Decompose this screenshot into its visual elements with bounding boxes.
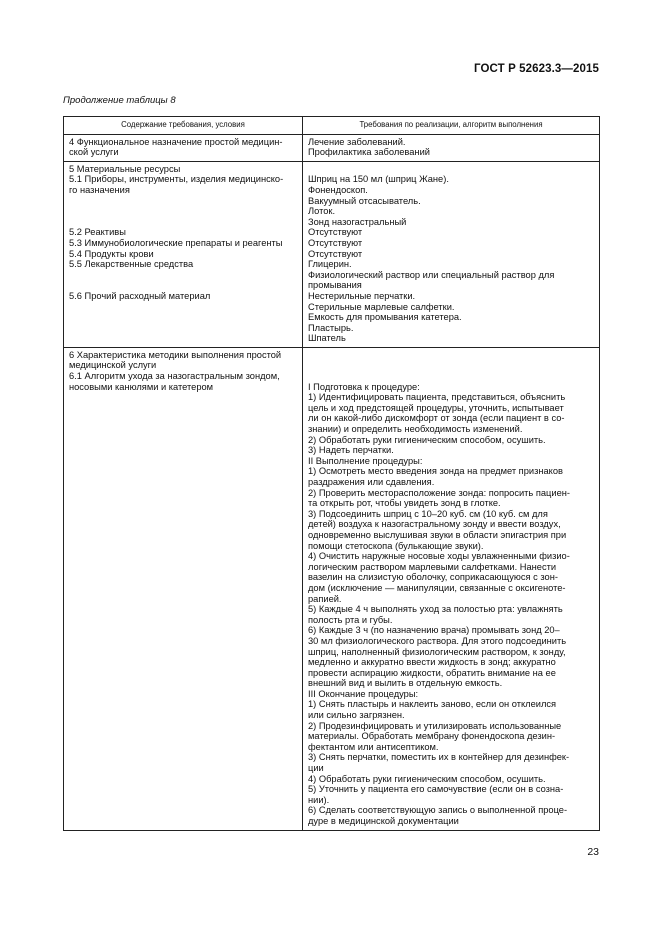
procedure-line: помощи стетоскопа (булькающие звуки). (308, 540, 484, 551)
row-2-implementation-cell (303, 161, 600, 347)
procedure-line: 4) Обработать руки гигиеническим способом, осушить. (308, 773, 546, 784)
cell-line: Отсутствуют (308, 248, 363, 259)
procedure-line: дуре в медицинской документации (308, 816, 459, 826)
procedure-line: 1) Снять пластырь и наклеить заново, если он отклеился (308, 699, 557, 710)
row-3-requirement-cell (64, 347, 303, 830)
procedure-line: 4) Очистить наружные носовые ходы увлажненными физио- (308, 551, 570, 562)
cell-line: Зонд назогастральный (308, 216, 407, 227)
procedure-line: 2) Продезинфицировать и утилизировать использованные (308, 720, 562, 731)
document-code: ГОСТ Р 52623.3—2015 (474, 63, 599, 75)
cell-line: 6.1 Алгоритм ухода за назогастральным зондом, (69, 371, 280, 382)
procedure-line: или сильно загрязнен. (308, 710, 405, 721)
procedure-line: III Окончание процедуры: (308, 688, 419, 699)
procedure-line: ли он какой-либо дискомфорт от зонда (если пациент в со- (308, 413, 565, 424)
procedure-line: 3) Надеть перчатки. (308, 445, 394, 456)
procedure-line: 6) Сделать соответствующую запись о выполненной проце- (308, 805, 568, 816)
procedure-line: 3) Снять перчатки, поместить их в контейнер для дезинфек- (308, 752, 570, 763)
cell-line: 4 Функциональное назначение простой медицин- (69, 136, 283, 147)
cell-line: 5.2 Реактивы (69, 227, 126, 238)
cell-line: 5.6 Прочий расходный материал (69, 290, 211, 301)
procedure-line: шприц, наполненный физиологическим раствором, к зонду, (308, 646, 566, 657)
cell-line: 6 Характеристика методики выполнения простой (69, 349, 282, 360)
row-2-requirement-cell (64, 161, 303, 347)
procedure-line: 1) Осмотреть место введения зонда на предмет признаков (308, 466, 563, 477)
procedure-line: материалы. Обработать мембрану фонендоскопа дезин- (308, 731, 556, 742)
procedure-line: 2) Проверить месторасположение зонда: попросить пациен- (308, 487, 570, 498)
procedure-steps (308, 382, 594, 827)
procedure-line: дом (исключение — манипуляции, связанные с оксигеноте- (308, 582, 566, 593)
procedure-line: II Выполнение процедуры: (308, 455, 423, 466)
procedure-line: 1) Идентифицировать пациента, представиться, объяснить (308, 392, 566, 403)
cell-line: Профилактика заболеваний (308, 147, 430, 158)
column-header-requirement: Содержание требования, условия (64, 117, 303, 135)
cell-line: 5.4 Продукты крови (69, 248, 154, 259)
cell-line: ской услуги (69, 147, 119, 158)
cell-line: Стерильные марлевые салфетки. (308, 301, 455, 312)
procedure-line: та открыть рот, чтобы увидеть зонд в глотке. (308, 498, 501, 509)
procedure-line: 5) Уточнить у пациента его самочувствие (если он в созна- (308, 784, 564, 795)
cell-line: Нестерильные перчатки. (308, 290, 416, 301)
table-caption: Продолжение таблицы 8 (63, 95, 176, 106)
cell-line: 5.5 Лекарственные средства (69, 259, 194, 270)
procedure-line: 5) Каждые 4 ч выполнять уход за полостью рта: увлажнять (308, 604, 563, 615)
cell-line: Емкость для промывания катетера. (308, 312, 462, 323)
procedure-line: логическим раствором марлевыми салфетками. Нанести (308, 561, 557, 572)
procedure-line: внешний вид и вылить в отдельную емкость. (308, 678, 503, 689)
table-row (64, 134, 600, 161)
procedure-line: знании) и определить необходимость изменений. (308, 424, 523, 435)
cell-line: Лечение заболеваний. (308, 136, 406, 147)
procedure-line: детей) воздуха к назогастральному зонду и ввести воздух, (308, 519, 561, 530)
procedure-line: одновременно выслушивая звуки в области эпигастрия при (308, 529, 567, 540)
page-number: 23 (587, 846, 599, 858)
cell-line: Глицерин. (308, 259, 352, 270)
cell-line: 5 Материальные ресурсы (69, 163, 181, 174)
cell-line: Вакуумный отсасыватель. (308, 195, 421, 206)
row-3-implementation-cell (303, 347, 600, 830)
row-1-implementation-cell (303, 134, 600, 161)
procedure-line: вазелин на слизистую оболочку, соприкасающуюся с зон- (308, 572, 558, 583)
table-row (64, 161, 600, 347)
procedure-line: нии). (308, 794, 330, 805)
table-row (64, 347, 600, 830)
cell-line: носовыми канюлями и катетером (69, 381, 214, 392)
cell-line: Лоток. (308, 206, 336, 217)
procedure-line: медленно и аккуратно ввести жидкость в зонд; аккуратно (308, 657, 556, 668)
procedure-line: 30 мл физиологического раствора. Для этого подсоединить (308, 635, 567, 646)
requirements-table (63, 116, 600, 831)
column-header-implementation: Требования по реализации, алгоритм выполнения (303, 117, 600, 135)
table-header-row (64, 117, 600, 135)
procedure-line: I Подготовка к процедуре: (308, 381, 420, 392)
row-1-requirement-cell (64, 134, 303, 161)
cell-line: промывания (308, 280, 362, 291)
cell-line: медицинской услуги (69, 360, 157, 371)
cell-line: Пластырь. (308, 322, 354, 333)
procedure-line: 3) Подсоединить шприц с 10–20 куб. см (10 куб. см для (308, 508, 548, 519)
cell-line: Отсутствуют (308, 227, 363, 238)
cell-line: го назначения (69, 184, 130, 195)
cell-line: Шприц на 150 мл (шприц Жане). (308, 174, 449, 185)
cell-line: Фонендоскоп. (308, 184, 368, 195)
procedure-line: 6) Каждые 3 ч (по назначению врача) промывать зонд 20– (308, 625, 560, 636)
procedure-line: ции (308, 763, 324, 774)
cell-line: 5.3 Иммунобиологические препараты и реагенты (69, 237, 283, 248)
procedure-line: полость рта и губы. (308, 614, 393, 625)
cell-line: Шпатель (308, 333, 346, 344)
procedure-line: раздражения или сдавления. (308, 477, 435, 487)
procedure-line: фектантом или антисептиком. (308, 741, 439, 752)
cell-line: 5.1 Приборы, инструменты, изделия медицинско- (69, 174, 284, 185)
procedure-line: рапией. (308, 593, 342, 604)
procedure-line: цель и ход предстоящей процедуры, уточнить, испытывает (308, 402, 564, 413)
procedure-line: 2) Обработать руки гигиеническим способом, осушить. (308, 434, 546, 445)
cell-line: Отсутствуют (308, 237, 363, 248)
procedure-line: провести аспирацию жидкости, обратить внимание на ее (308, 667, 556, 678)
cell-line: Физиологический раствор или специальный раствор для (308, 269, 555, 280)
